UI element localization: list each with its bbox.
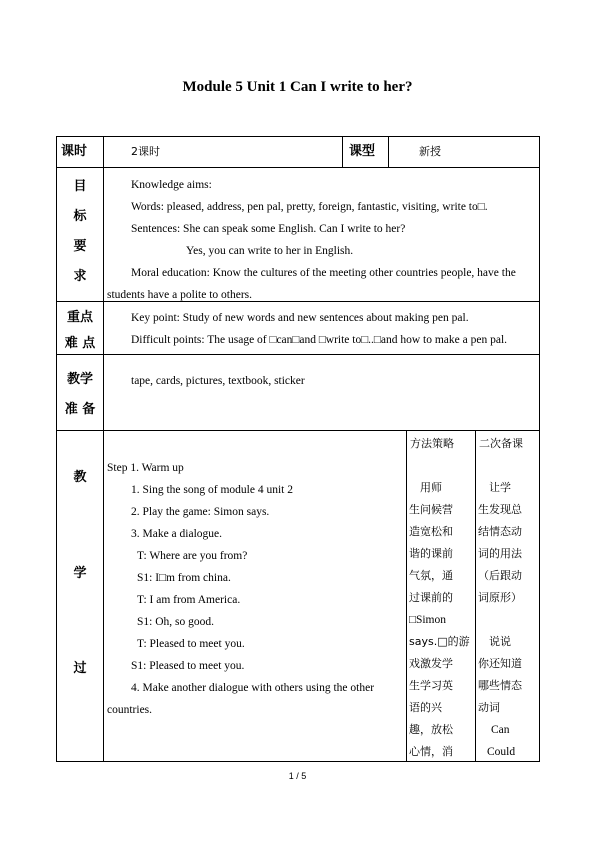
second-prep-line: 词的用法: [478, 547, 522, 560]
process-label-1: 教: [73, 470, 87, 485]
aims-line: Knowledge aims:: [131, 179, 212, 191]
lesson-type-label: 课型: [349, 144, 376, 159]
difficult-point-line: Difficult points: The usage of □can□and □write to□..□and how to make a pen pal.: [131, 334, 508, 346]
process-label-3: 过: [73, 661, 87, 676]
second-prep-column-header: 二次备课: [479, 437, 523, 450]
method-line: 生问候营: [409, 503, 453, 516]
second-prep-line: Can: [491, 724, 510, 736]
second-prep-line: 让学: [489, 481, 511, 494]
second-prep-line: 说说: [489, 635, 511, 648]
second-prep-line: 生发现总: [478, 503, 522, 516]
aims-label-2: 标: [73, 209, 87, 224]
aims-line: Sentences: She can speak some English. Can I write to her?: [131, 223, 406, 235]
materials-text: tape, cards, pictures, textbook, sticker: [131, 375, 305, 387]
page-number: 1 / 5: [288, 771, 307, 781]
step-line: 3. Make a dialogue.: [131, 528, 223, 540]
method-line: 心情，消: [409, 745, 453, 758]
second-prep-line: （后跟动: [478, 569, 522, 582]
step-line: 4. Make another dialogue with others using the other: [131, 682, 375, 694]
key-label-2: 难 点: [64, 336, 96, 351]
step-line: 2. Play the game: Simon says.: [131, 506, 270, 518]
method-line: □Simon: [409, 614, 446, 626]
document-title: Module 5 Unit 1 Can I write to her?: [182, 79, 413, 95]
class-hours-label: 课时: [61, 144, 88, 159]
aims-line: Words: pleased, address, pen pal, pretty, foreign, fantastic, visiting, write to□.: [131, 201, 488, 213]
aims-label-3: 要: [73, 239, 87, 254]
aims-line: Yes, you can write to her in English.: [186, 245, 354, 257]
method-line: 过课前的: [409, 591, 453, 604]
second-prep-line: 哪些情态: [478, 679, 522, 692]
second-prep-line: 你还知道: [478, 657, 522, 670]
step-line: S1: I□m from china.: [137, 572, 231, 584]
step-line: T: Pleased to meet you.: [137, 638, 245, 650]
step-line: 1. Sing the song of module 4 unit 2: [131, 484, 293, 496]
aims-line: students have a polite to others.: [107, 289, 252, 301]
method-line: 造宽松和: [409, 525, 453, 538]
step-line: T: Where are you from?: [137, 550, 248, 562]
process-label-2: 学: [73, 566, 87, 581]
materials-label-2: 准 备: [64, 402, 96, 417]
method-line: 谐的课前: [409, 547, 453, 560]
key-point-line: Key point: Study of new words and new sentences about making pen pal.: [131, 312, 469, 324]
step-line: Step 1. Warm up: [107, 462, 184, 474]
method-line: 趣，放松: [409, 723, 453, 736]
step-line: S1: Oh, so good.: [137, 616, 214, 628]
step-line: S1: Pleased to meet you.: [131, 660, 245, 672]
materials-label-1: 教学: [66, 372, 93, 387]
key-label-1: 重点: [66, 310, 93, 325]
method-line: 生学习英: [409, 679, 453, 692]
method-line: 气氛，通: [409, 569, 453, 582]
method-column-header: 方法策略: [410, 437, 454, 450]
class-hours-value: 2课时: [131, 145, 160, 158]
step-line: countries.: [107, 704, 153, 716]
method-line: says.□的游: [409, 635, 470, 648]
aims-label-1: 目: [73, 179, 87, 194]
second-prep-line: Could: [487, 746, 516, 758]
second-prep-line: 词原形）: [478, 591, 522, 604]
second-prep-line: 结情态动: [478, 525, 522, 538]
aims-label-4: 求: [73, 269, 87, 284]
method-line: 语的兴: [409, 701, 442, 714]
aims-line: Moral education: Know the cultures of the meeting other countries people, have the: [131, 267, 516, 279]
lesson-type-value: 新授: [419, 145, 441, 158]
second-prep-line: 动词: [478, 701, 500, 714]
step-line: T: I am from America.: [137, 594, 241, 606]
method-line: 戏激发学: [409, 657, 453, 670]
lesson-plan-table: [56, 136, 540, 762]
method-line: 用师: [420, 481, 442, 494]
